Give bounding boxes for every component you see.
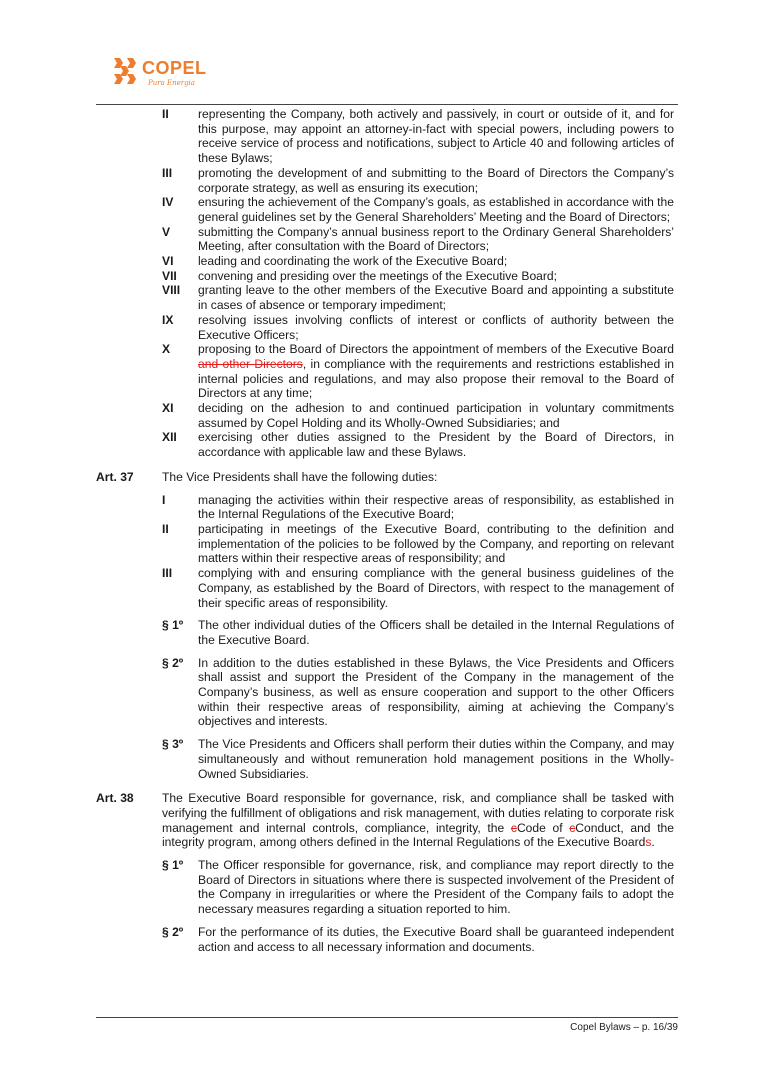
- item-text: participating in meetings of the Executive Board, contributing to the definition and implementation of the policies to be followed by the Company, and reporting on relevant matters within their respective areas of responsibility; and: [198, 521, 674, 566]
- article-number: Art. 37: [96, 469, 134, 484]
- text-run: Code of: [516, 820, 570, 835]
- text-run: .: [651, 835, 655, 850]
- vice-president-duties-list: [96, 493, 674, 611]
- article-text: The Vice Presidents shall have the following duties:: [162, 469, 438, 484]
- paragraph: [96, 737, 674, 781]
- copel-logo: [112, 54, 222, 94]
- paragraph-text: The Officer responsible for governance, risk, and compliance may report directly to the Board of Directors in situations where there is suspected involvement of the President of the Company in irregularities or where the President of the Company fails to adopt the necessary measures regarding a situation reported to him.: [198, 858, 674, 917]
- item-text: promoting the development of and submitting to the Board of Directors the Company’s corporate strategy, as well as ensuring its execution;: [198, 165, 674, 195]
- item-number: VII: [162, 268, 177, 283]
- deleted-text: and other Directors: [198, 356, 303, 371]
- item-text: convening and presiding over the meetings of the Executive Board;: [198, 268, 558, 283]
- item-text: representing the Company, both actively and passively, in court or outside of it, and for this purpose, may appoint an attorney-in-fact with special powers, including powers to receive service of process and notifications, subject to Article 40 and following articles of these Bylaws;: [198, 107, 674, 166]
- item-text: submitting the Company’s annual business report to the Ordinary General Shareholders’ Meeting, after consultation with the Board of Directors;: [198, 224, 674, 254]
- item-number: X: [162, 342, 171, 357]
- item-text: managing the activities within their respective areas of responsibility, as established in the Internal Regulations of the Executive Board;: [198, 492, 674, 522]
- text-run: proposing to the Board of Directors the appointment of members of the Executive Board: [198, 342, 674, 357]
- item-number: IX: [162, 312, 174, 327]
- paragraph: [96, 925, 674, 954]
- item-number: IV: [162, 195, 174, 210]
- paragraph-number: § 1º: [162, 858, 184, 873]
- list-item: [96, 269, 674, 284]
- brand-tagline: Pura Energia: [148, 79, 195, 87]
- article-number: Art. 38: [96, 791, 134, 806]
- header-rule: [96, 104, 678, 105]
- item-number: V: [162, 224, 171, 239]
- item-number: XII: [162, 430, 177, 445]
- deleted-text: c: [569, 820, 576, 835]
- page-footer: Copel Bylaws – p. 16/39: [570, 1022, 678, 1033]
- list-item: [96, 493, 674, 522]
- inserted-text: s: [645, 835, 652, 850]
- item-number: III: [162, 566, 173, 581]
- list-item: [96, 342, 674, 401]
- item-text: [198, 342, 674, 401]
- paragraph-number: § 2º: [162, 655, 184, 670]
- item-text: ensuring the achievement of the Company’s goals, as established in accordance with the general guidelines set by the General Shareholders’ Meeting and the Board of Directors;: [198, 195, 674, 224]
- item-text: exercising other duties assigned to the President by the Board of Directors, in accordance with applicable law and these Bylaws.: [198, 430, 674, 460]
- paragraph-number: § 1º: [162, 618, 184, 633]
- paragraph: [96, 618, 674, 647]
- text-run: The Executive Board responsible for governance, risk, and compliance shall be tasked with verifying the fulfillment of obligations and risk management, with duties relating to corporate risk management and internal controls, compliance, integrity, the: [162, 791, 674, 835]
- paragraph-text: For the performance of its duties, the Executive Board shall be guaranteed independent action and access to all necessary information and documents.: [198, 924, 674, 954]
- list-item: [96, 225, 674, 254]
- item-text: leading and coordinating the work of the Executive Board;: [198, 254, 508, 269]
- list-item: [96, 566, 674, 610]
- list-item: [96, 283, 674, 312]
- brand-name: COPEL: [142, 58, 207, 78]
- list-item: [96, 522, 674, 566]
- list-item: [96, 166, 674, 195]
- paragraph-number: § 2º: [162, 924, 184, 939]
- president-duties-list: [96, 107, 674, 460]
- item-text: resolving issues involving conflicts of interest or conflicts of authority between the Executive Officers;: [198, 312, 674, 342]
- item-number: VI: [162, 254, 174, 269]
- paragraph: [96, 858, 674, 917]
- item-number: I: [162, 492, 166, 507]
- paragraph-text: The other individual duties of the Officers shall be detailed in the Internal Regulations of the Executive Board.: [198, 618, 674, 647]
- deleted-text: c: [510, 820, 517, 835]
- paragraph-text: The Vice Presidents and Officers shall perform their duties within the Company, and may simultaneously and without remuneration hold management positions in the Wholly-Owned Subsidiaries.: [198, 737, 674, 781]
- item-number: XI: [162, 401, 174, 416]
- text-run: , in compliance with the requirements and restrictions established in internal policies and regulations, and may also propose their removal to the Board of Directors at any time;: [198, 356, 674, 401]
- article-text: [162, 791, 674, 850]
- list-item: [96, 195, 674, 224]
- paragraph-text: In addition to the duties established in these Bylaws, the Vice Presidents and Officers shall assist and support the President of the Company in the management of the Company’s business, as well as ensure cooperation and support to the other Officers within their respective areas of responsibility, aiming at achieving the Company’s objectives and interests.: [198, 655, 674, 729]
- list-item: [96, 107, 674, 166]
- item-number: II: [162, 521, 169, 536]
- item-number: II: [162, 107, 169, 121]
- item-number: III: [162, 165, 173, 180]
- list-item: [96, 401, 674, 430]
- footer-rule: [96, 1017, 678, 1018]
- list-item: [96, 430, 674, 459]
- item-text: granting leave to the other members of the Executive Board and appointing a substitute in cases of absence or temporary impediment;: [198, 283, 674, 313]
- paragraph-number: § 3º: [162, 737, 184, 752]
- article-38: [96, 791, 674, 850]
- item-text: deciding on the adhesion to and continued participation in voluntary commitments assumed by Copel Holding and its Wholly-Owned Subsidiaries; and: [198, 401, 674, 430]
- list-item: [96, 254, 674, 269]
- list-item: [96, 313, 674, 342]
- text-run: Conduct, and the integrity program, among others defined in the Internal Regulations of the Executive Board: [162, 820, 675, 850]
- item-text: complying with and ensuring compliance with the general business guidelines of the Company, as established by the Board of Directors, with respect to the management of their specific areas of responsibility.: [198, 566, 674, 610]
- article-37: [96, 470, 674, 485]
- paragraph: [96, 656, 674, 730]
- item-number: VIII: [162, 283, 181, 298]
- page-content: [96, 107, 674, 954]
- copel-logo-mark-icon: [112, 56, 138, 86]
